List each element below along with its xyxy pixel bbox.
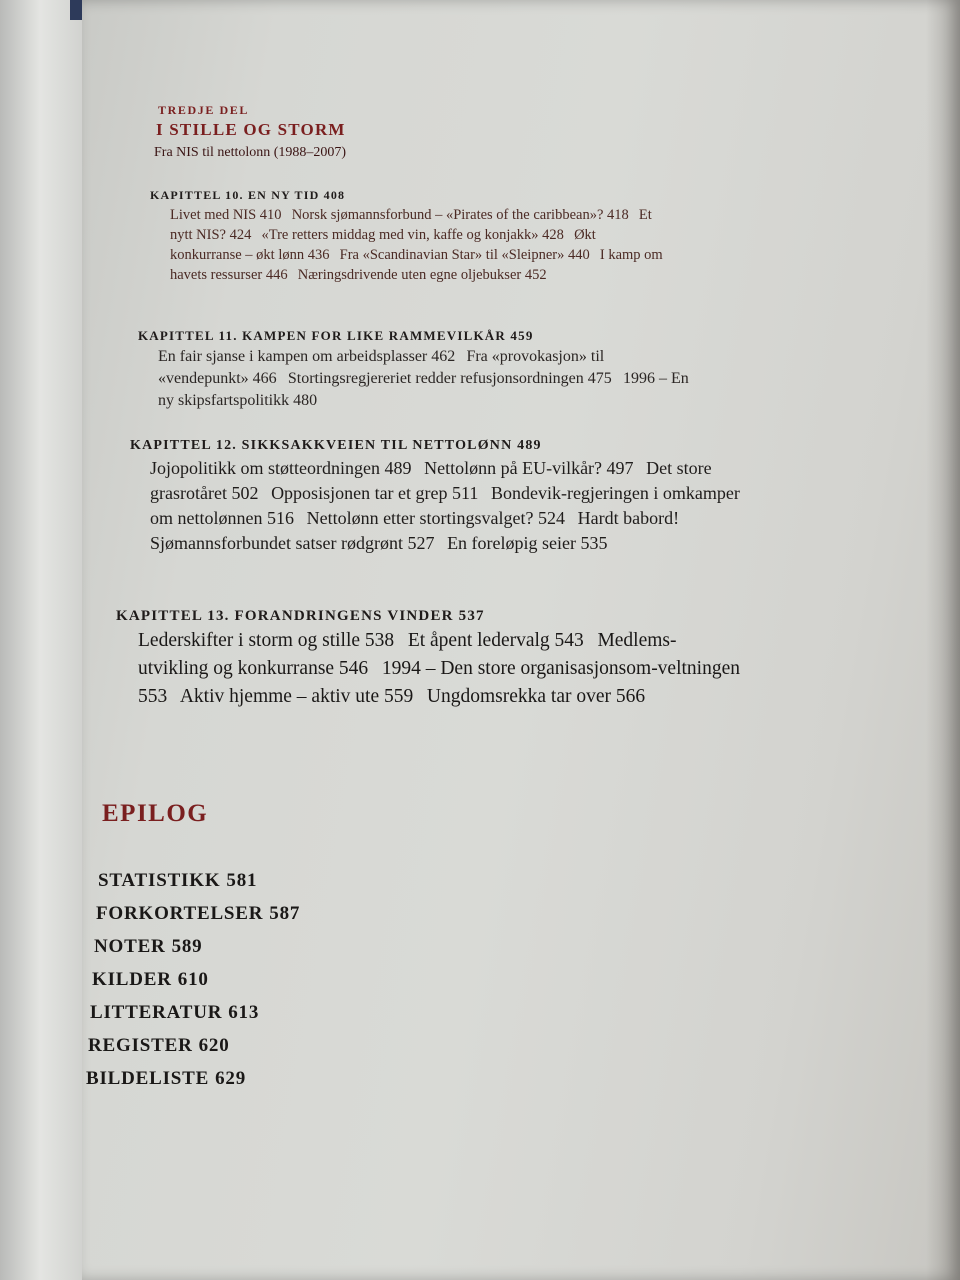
back-matter-label: LITTERATUR (90, 1002, 223, 1023)
chapter-entry: Nettolønn på EU-vilkår? 497 (424, 458, 634, 478)
back-matter-item (88, 1029, 300, 1062)
chapter-entry: Livet med NIS 410 (170, 207, 282, 223)
chapter-entry: Næringsdrivende uten egne oljebukser 452 (297, 267, 547, 283)
back-matter-item (96, 897, 300, 930)
back-matter-label: STATISTIKK (98, 870, 221, 891)
chapter-entries (150, 205, 670, 285)
back-matter-label: NOTER (94, 936, 166, 957)
chapter-heading: KAPITTEL 12. SIKKSAKKVEIEN TIL NETTOLØNN 489 (130, 438, 542, 453)
chapter-entries (138, 346, 698, 412)
chapter-entry: Bondevik-regjeringen i omkamper om nettolønnen 516 (150, 483, 740, 528)
back-matter-page: 629 (215, 1068, 247, 1089)
back-matter-page: 587 (269, 903, 301, 924)
chapter-entry: En foreløpig seier 535 (447, 533, 608, 553)
chapter-entry: Et nytt NIS? 424 (170, 207, 652, 243)
chapter-entries (116, 627, 746, 711)
chapter-entry: Fra «Scandinavian Star» til «Sleipner» 440 (339, 247, 590, 263)
back-matter-label: BILDELISTE (86, 1068, 210, 1089)
chapter-entry: Økt konkurranse – økt lønn 436 (170, 227, 596, 263)
book-page (82, 0, 960, 1280)
chapter-entry: Et åpent ledervalg 543 (407, 630, 584, 651)
back-matter-list (86, 864, 300, 1095)
chapter-heading: KAPITTEL 13. FORANDRINGENS VINDER 537 (116, 608, 485, 624)
back-matter-page: 610 (177, 969, 209, 990)
back-matter-item (86, 1062, 300, 1095)
back-matter-label: FORKORTELSER (96, 903, 264, 924)
chapter-entry: Hardt babord! Sjømannsforbundet satser rødgrønt 527 (150, 508, 680, 553)
back-matter-label: KILDER (92, 969, 172, 990)
back-matter-item (94, 930, 300, 963)
chapter-10 (150, 188, 670, 285)
chapter-heading: KAPITTEL 11. KAMPEN FOR LIKE RAMMEVILKÅR 459 (138, 328, 534, 343)
back-matter-item (90, 996, 300, 1029)
chapter-12 (130, 438, 740, 556)
chapter-entry: I kamp om havets ressurser 446 (170, 247, 663, 283)
chapter-entry: Nettolønn etter stortingsvalget? 524 (306, 508, 566, 528)
chapter-entry: Lederskifter i storm og stille 538 (138, 630, 395, 651)
part-label: TREDJE DEL (158, 103, 250, 117)
chapter-entry: «Tre retters middag med vin, kaffe og konjakk» 428 (261, 227, 564, 243)
table-of-contents (82, 0, 960, 1280)
epilog-heading: EPILOG (102, 800, 209, 827)
chapter-entry: Opposisjonen tar et grep 511 (271, 483, 479, 503)
chapter-entry: Det store grasrotåret 502 (150, 458, 712, 503)
chapter-entry: En fair sjanse i kampen om arbeidsplasser 462 (158, 348, 456, 365)
chapter-13 (116, 608, 746, 711)
chapter-11 (138, 328, 698, 412)
back-matter-page: 620 (198, 1035, 230, 1056)
chapter-entry: Norsk sjømannsforbund – «Pirates of the caribbean»? 418 (291, 207, 629, 223)
back-matter-item (92, 963, 300, 996)
back-matter-page: 589 (171, 936, 203, 957)
chapter-entry: Medlems-utvikling og konkurranse 546 (138, 630, 677, 679)
chapter-entry: Fra «provokasjon» til «vendepunkt» 466 (158, 348, 605, 387)
part-title: I STILLE OG STORM (156, 120, 346, 139)
chapter-entry: Jojopolitikk om støtteordningen 489 (150, 458, 412, 478)
part-subtitle: Fra NIS til nettolonn (1988–2007) (154, 145, 347, 160)
chapter-heading: KAPITTEL 10. EN NY TID 408 (150, 188, 346, 202)
chapter-entry: 1996 – En ny skipsfartspolitikk 480 (158, 370, 689, 409)
back-matter-page: 581 (226, 870, 258, 891)
chapter-entries (130, 456, 740, 556)
chapter-entry: 1994 – Den store organisasjonsom-veltningen 553 (138, 658, 740, 707)
chapter-entry: Stortingsregjereriet redder refusjonsordningen 475 (287, 370, 612, 387)
back-matter-item (98, 864, 300, 897)
chapter-entry: Ungdomsrekka tar over 566 (426, 686, 646, 707)
back-matter-label: REGISTER (88, 1035, 193, 1056)
chapter-entry: Aktiv hjemme – aktiv ute 559 (179, 686, 414, 707)
back-matter-page: 613 (228, 1002, 260, 1023)
